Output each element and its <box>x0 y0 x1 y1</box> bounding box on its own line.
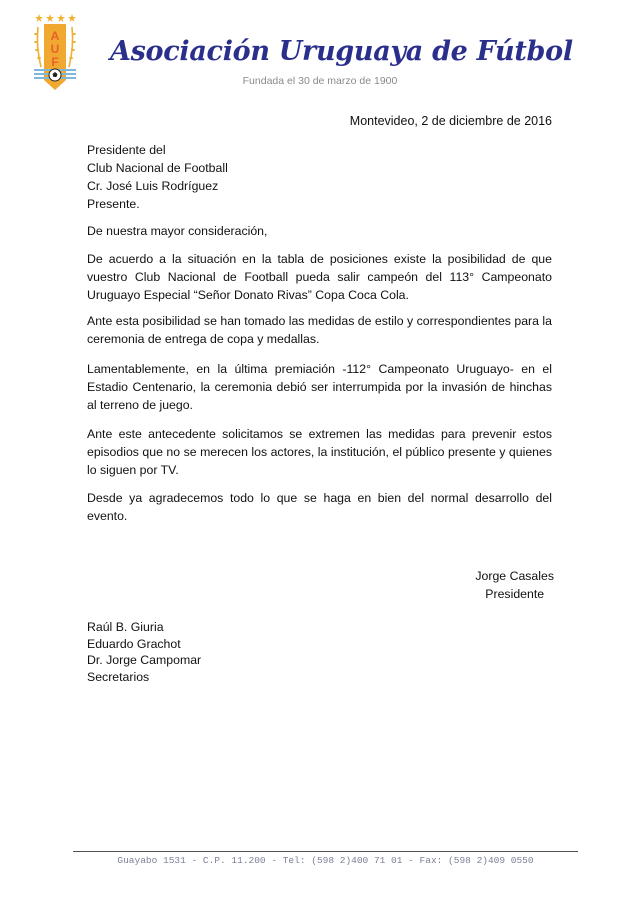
crest-letter-u: U <box>50 42 60 56</box>
recipient-block <box>87 141 552 213</box>
organization-title: Asociación Uruguaya de Fútbol <box>110 36 573 67</box>
footer-address: Guayabo 1531 - C.P. 11.200 - Tel: (598 2)400 71 01 - Fax: (598 2)409 0550 <box>117 855 534 866</box>
paragraph: De acuerdo a la situación en la tabla de posiciones existe la posibilidad de que vuestro Club Nacional de Football pueda salir campeón del 113° Campeonato Uruguayo Especial “Señor Donato Rivas” Copa Coca Cola. <box>87 252 552 302</box>
signer-role: Presidente <box>485 587 545 601</box>
paragraph: Ante este antecedente solicitamos se extremen las medidas para prevenir estos episodios que no se merecen los actores, la institución, el público presente y quienes lo siguen por TV. <box>87 427 552 477</box>
recipient-line: Presidente del <box>87 143 166 157</box>
organization-subtitle: Fundada el 30 de marzo de 1900 <box>242 75 398 87</box>
footer-divider <box>73 851 578 852</box>
salutation: De nuestra mayor consideración, <box>87 224 268 238</box>
crest-letter-f: F <box>51 55 59 69</box>
secretary-line: Dr. Jorge Campomar <box>87 653 202 667</box>
secretary-line: Eduardo Grachot <box>87 636 181 651</box>
secretary-line: Raúl B. Giuria <box>87 620 164 634</box>
letter-date: Montevideo, 2 de diciembre de 2016 <box>349 114 552 128</box>
recipient-line: Club Nacional de Football <box>87 161 228 175</box>
secretaries-block <box>87 619 201 685</box>
recipient-line: Cr. José Luis Rodríguez <box>87 179 219 193</box>
paragraph: Desde ya agradecemos todo lo que se haga en bien del normal desarrollo del evento. <box>87 491 552 523</box>
paragraph: Lamentablemente, en la última premiación -112° Campeonato Uruguayo- en el Estadio Centenario, la ceremonia debió ser interrumpida por la invasión de hinchas al terreno de juego. <box>87 362 552 412</box>
crest-letter-a: A <box>50 29 60 43</box>
signer-name: Jorge Casales <box>475 569 554 583</box>
recipient-line: Presente. <box>87 197 140 211</box>
signature-block <box>475 567 554 603</box>
paragraph: Ante esta posibilidad se han tomado las medidas de estilo y correspondientes para la ceremonia de entrega de copa y medallas. <box>87 314 552 346</box>
stars-icon <box>35 14 76 22</box>
auf-crest-icon <box>33 12 77 92</box>
secretary-line: Secretarios <box>87 669 150 684</box>
